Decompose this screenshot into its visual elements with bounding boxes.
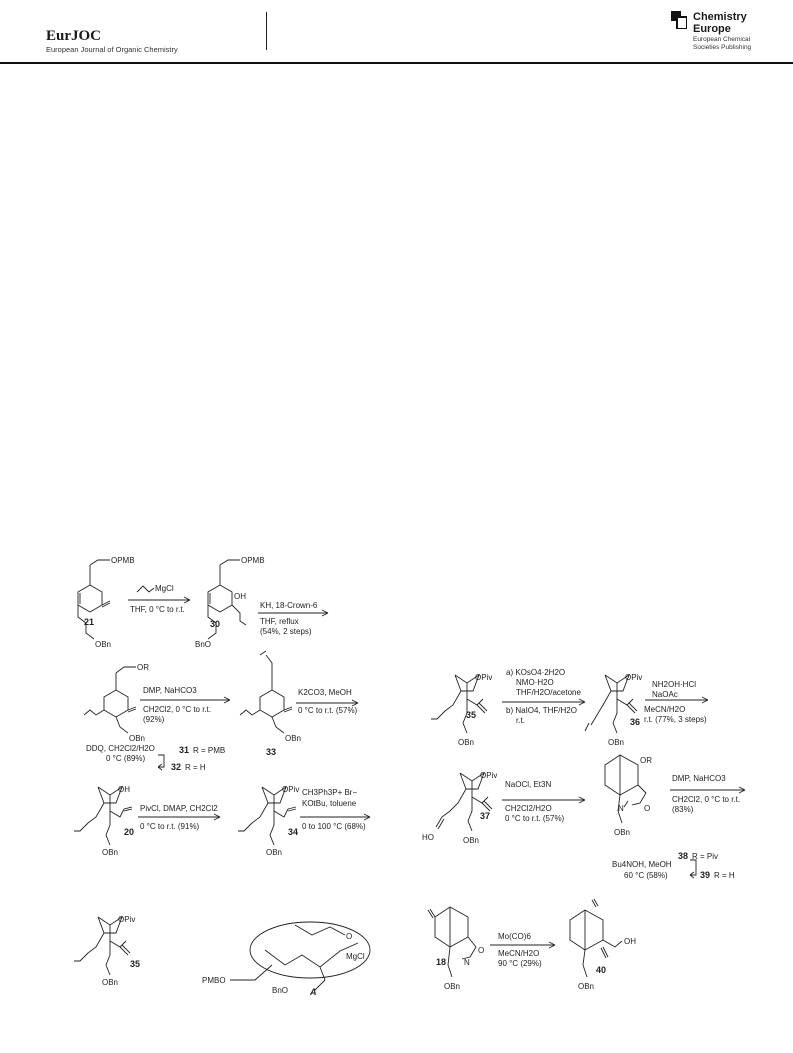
cond-s13c: 90 °C (29%) bbox=[498, 959, 542, 968]
label-pmbo: PMBO bbox=[202, 976, 226, 985]
label-bno-30: BnO bbox=[195, 640, 212, 649]
compound-39: 39 bbox=[700, 870, 711, 880]
cond-s8d: b) NaIO4, THF/H2O bbox=[506, 706, 577, 715]
compound-40: 40 bbox=[596, 965, 607, 975]
cond-s11b: CH2Cl2, 0 °C to r.t. bbox=[672, 795, 741, 804]
compound-37: 37 bbox=[480, 811, 491, 821]
label-obn-37: OBn bbox=[463, 836, 480, 845]
label-opiv-35b: OPiv bbox=[118, 915, 136, 924]
publisher-subtitle: European Chemical Societies Publishing bbox=[693, 36, 752, 51]
label-o-38: O bbox=[644, 804, 651, 813]
cond-s11a: DMP, NaHCO3 bbox=[672, 774, 726, 783]
cond-s8b: NMO·H2O bbox=[516, 678, 554, 687]
label-obn-38: OBn bbox=[614, 828, 631, 837]
cond-s3a: DMP, NaHCO3 bbox=[143, 686, 197, 695]
compound-36: 36 bbox=[630, 717, 641, 727]
compound-18: 18 bbox=[436, 957, 447, 967]
cond-s12a: Bu4NOH, MeOH bbox=[612, 860, 672, 869]
label-obn-36: OBn bbox=[608, 738, 625, 747]
label-opiv-34: OPiv bbox=[282, 785, 300, 794]
header-divider bbox=[266, 12, 267, 50]
compound-35-right: 35 bbox=[466, 710, 477, 720]
cond-s8c: THF/H2O/acetone bbox=[516, 688, 581, 697]
cond-s9c: MeCN/H2O bbox=[644, 705, 686, 714]
label-mgcl: MgCl bbox=[155, 584, 174, 593]
label-oh-20: OH bbox=[118, 785, 130, 794]
label-ho-37: HO bbox=[422, 833, 434, 842]
label-or-38: OR bbox=[640, 756, 652, 765]
publisher-logo-icon bbox=[671, 11, 687, 29]
cond-s6a: PivCl, DMAP, CH2Cl2 bbox=[140, 804, 218, 813]
cond-s6b: 0 °C to r.t. (91%) bbox=[140, 822, 200, 831]
cond-s5b: 0 °C to r.t. (57%) bbox=[298, 706, 358, 715]
compound-31: 31 bbox=[179, 745, 190, 755]
cond-s11c: (83%) bbox=[672, 805, 694, 814]
label-n-18: N bbox=[464, 958, 470, 967]
label-r-pmb: R = PMB bbox=[193, 746, 226, 755]
label-opiv-37: OPiv bbox=[480, 771, 498, 780]
label-obn-35a: OBn bbox=[458, 738, 475, 747]
publisher-name: Chemistry Europe bbox=[693, 11, 747, 35]
label-opiv-36: OPiv bbox=[625, 673, 643, 682]
label-bno-A: BnO bbox=[272, 986, 289, 995]
label-or-31: OR bbox=[137, 663, 149, 672]
compound-20: 20 bbox=[124, 827, 135, 837]
label-r-piv: R = Piv bbox=[692, 852, 719, 861]
cond-s10a: NaOCl, Et3N bbox=[505, 780, 552, 789]
label-o-18: O bbox=[478, 946, 485, 955]
label-oh-30: OH bbox=[234, 592, 246, 601]
synthesis-scheme bbox=[40, 555, 760, 1015]
compound-35-bottom: 35 bbox=[130, 959, 141, 969]
cond-s13a: Mo(CO)6 bbox=[498, 932, 531, 941]
cond-s10c: 0 °C to r.t. (57%) bbox=[505, 814, 565, 823]
label-r-h: R = H bbox=[185, 763, 206, 772]
label-obn-33: OBn bbox=[285, 734, 302, 743]
label-mgcl-A: MgCl bbox=[346, 952, 365, 961]
label-opmb-30: OPMB bbox=[241, 556, 265, 565]
cond-s8e: r.t. bbox=[516, 716, 525, 725]
cond-s7a: CH3Ph3P+ Br− bbox=[302, 788, 358, 797]
label-opiv-35a: OPiv bbox=[475, 673, 493, 682]
cond-s8a: a) KOsO4·2H2O bbox=[506, 668, 566, 677]
journal-name: EurJOC bbox=[46, 28, 102, 44]
cond-s2a: KH, 18-Crown-6 bbox=[260, 601, 318, 610]
label-n-38: N bbox=[618, 804, 624, 813]
page-header bbox=[0, 0, 793, 64]
compound-30: 30 bbox=[210, 619, 221, 629]
compound-38: 38 bbox=[678, 851, 689, 861]
cond-s2c: (54%, 2 steps) bbox=[260, 627, 312, 636]
cond-s2b: THF, reflux bbox=[260, 617, 299, 626]
compound-33: 33 bbox=[266, 747, 277, 757]
header-rule bbox=[0, 62, 793, 64]
label-obn-20: OBn bbox=[102, 848, 119, 857]
cond-s7b: KOtBu, toluene bbox=[302, 799, 357, 808]
label-obn-34: OBn bbox=[266, 848, 283, 857]
label-obn-31: OBn bbox=[129, 734, 146, 743]
cond-s9d: r.t. (77%, 3 steps) bbox=[644, 715, 707, 724]
compound-34: 34 bbox=[288, 827, 299, 837]
label-oh-40: OH bbox=[624, 937, 636, 946]
cond-s3c: (92%) bbox=[143, 715, 165, 724]
label-obn-35b: OBn bbox=[102, 978, 119, 987]
journal-subtitle: European Journal of Organic Chemistry bbox=[46, 45, 178, 54]
cond-s1: THF, 0 °C to r.t. bbox=[130, 605, 185, 614]
cond-s4a: DDQ, CH2Cl2/H2O bbox=[86, 744, 155, 753]
label-opmb-21: OPMB bbox=[111, 556, 135, 565]
cond-s13b: MeCN/H2O bbox=[498, 949, 540, 958]
cond-s7c: 0 to 100 °C (68%) bbox=[302, 822, 366, 831]
label-obn-21: OBn bbox=[95, 640, 112, 649]
compound-32: 32 bbox=[171, 762, 182, 772]
compound-A: A bbox=[310, 987, 317, 997]
label-o-A: O bbox=[346, 932, 353, 941]
label-obn-40: OBn bbox=[578, 982, 595, 991]
cond-s10b: CH2Cl2/H2O bbox=[505, 804, 552, 813]
cond-s9b: NaOAc bbox=[652, 690, 678, 699]
cond-s4b: 0 °C (89%) bbox=[106, 754, 146, 763]
cond-s5a: K2CO3, MeOH bbox=[298, 688, 352, 697]
label-r-h-39: R = H bbox=[714, 871, 735, 880]
cond-s12b: 60 °C (58%) bbox=[624, 871, 668, 880]
cond-s3b: CH2Cl2, 0 °C to r.t. bbox=[143, 705, 212, 714]
label-obn-18: OBn bbox=[444, 982, 461, 991]
cond-s9a: NH2OH·HCl bbox=[652, 680, 696, 689]
compound-21: 21 bbox=[84, 617, 95, 627]
